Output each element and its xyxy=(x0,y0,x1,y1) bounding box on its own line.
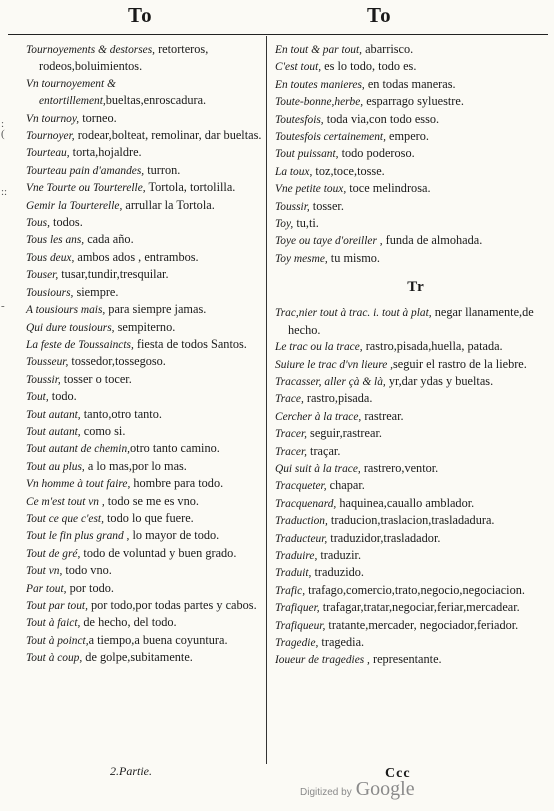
entry-headword: Tragedie, xyxy=(275,637,319,649)
entry-headword: Traduire, xyxy=(275,549,318,562)
dictionary-entry xyxy=(275,390,537,407)
entry-translation: de golpe,subitamente. xyxy=(82,650,193,665)
entry-headword: Qui dure tousiours, xyxy=(26,321,115,334)
entry-translation: rastrero,ventor. xyxy=(360,460,439,475)
entry-headword: En toutes manieres, xyxy=(275,78,365,91)
entry-headword: Tout autant de chemin, xyxy=(26,443,130,456)
entry-headword: Tout vn, xyxy=(26,565,63,578)
entry-translation: rastro,pisada. xyxy=(303,391,373,406)
dictionary-entry xyxy=(275,145,537,162)
entry-headword: C'est tout, xyxy=(275,61,322,74)
dictionary-entry xyxy=(26,614,262,631)
entry-translation: todo vno. xyxy=(62,563,112,578)
dictionary-entry xyxy=(275,460,537,477)
left-running-head: To xyxy=(128,3,153,27)
entry-headword: Vn tournoyement & entortillement, xyxy=(26,77,116,108)
dictionary-entry xyxy=(26,162,262,179)
entry-headword: Trace, xyxy=(275,393,304,406)
entry-headword: Trafic, xyxy=(275,584,306,597)
entry-headword: A tousiours mais, xyxy=(26,304,106,317)
entry-headword: Tracer, xyxy=(275,428,307,441)
entry-headword: La feste de Toussaincts, xyxy=(26,338,134,351)
dictionary-entry xyxy=(275,338,537,355)
entry-translation: ambos ados , entrambos. xyxy=(74,249,199,264)
entry-headword: Traduction, xyxy=(275,515,328,528)
dictionary-entry xyxy=(26,249,262,266)
entry-headword: Toy, xyxy=(275,218,294,231)
dictionary-entry xyxy=(275,111,537,128)
dictionary-entry xyxy=(26,388,262,405)
entry-translation: yr,dar ydas y bueltas. xyxy=(385,373,494,388)
entry-headword: Tracer, xyxy=(275,445,307,458)
entry-translation: toda via,con todo esso. xyxy=(323,111,440,126)
dictionary-entry xyxy=(26,493,262,510)
entry-headword: Tout à poinct, xyxy=(26,634,89,647)
dictionary-entry xyxy=(275,599,537,616)
dictionary-entry xyxy=(26,266,262,283)
entry-headword: Vn tournoy, xyxy=(26,112,80,125)
dictionary-entry xyxy=(275,215,537,232)
entry-translation: otro tanto camino. xyxy=(130,441,220,456)
left-column xyxy=(26,41,262,667)
entry-translation: toz,toce,tosse. xyxy=(312,163,385,178)
dictionary-entry xyxy=(26,371,262,388)
entry-headword: Tout autant, xyxy=(26,425,81,438)
dictionary-entry xyxy=(26,475,262,492)
entry-headword: Ce m'est tout vn , xyxy=(26,495,105,508)
catchword: Ccc xyxy=(385,766,411,781)
entry-headword: Toute-bonne,herbe, xyxy=(275,96,364,109)
dictionary-entry xyxy=(275,93,537,110)
entry-headword: Tousseur, xyxy=(26,356,69,369)
dictionary-entry xyxy=(275,356,537,373)
dictionary-page: To To : ( :: - Tournoyements & destorses, retorteros, rodeos,boluimientos. Vn tournoyement & entortillement,bueltas,enroscadura. Vn tournoy, torneo. Tournoyer, rodear,bolteat, remolinar, dar bueltas. Tourteau, torta,hojaldre. Tourteau pain d'amandes, turron. Vne Tourte ou Tourterelle, Tortola, tortolilla. Gemir la Tourterelle, arrullar la Tortola. Tous, todos. Tous les ans, cada año. Tous deux, ambos ados , entrambos. Touser, tusar,tundir,tresquilar. Tousiours, siempre. A tousiours mais, para siempre jamas. Qui dure tousiours, sempiterno. La feste de Toussaincts, fiesta de todos Santos. Tousseur, tossedor,tossegoso. Toussir, tosser o tocer. Tout, todo. Tout autant, tanto,otro tanto. Tout autant, como si. Tout autant de chemin,otro tanto camino. Tout au plus, a lo mas,por lo mas. Vn homme à tout faire, hombre para todo. Ce m'est tout vn , todo se me es vno. Tout ce que c'est, todo lo que fuere. Tout le fin plus grand , lo mayor de todo. Tout de gré, todo de voluntad y buen grado. Tout vn, todo vno. Par tout, por todo. Tout par tout, por todo,por todas partes y cabos. Tout à faict, de hecho, del todo. Tout à poinct,a tiempo,a buena coyuntura. Tout à coup, de golpe,subitamente. En tout & par tout, abarrisco. C'est tout, es lo todo, todo es. En toutes manieres, en todas maneras. Toute-bonne,herbe, esparrago syluestre. Toutesfois, toda via,con todo esso. Toutesfois certainement, empero. Tout puissant, todo poderoso. La toux, toz,toce,tosse. Vne petite toux, toce melindrosa. Toussir, tosser. Toy, tu,ti. Toye ou taye d'oreiller , funda de almohada. Toy mesme, tu mismo. Tr Trac,nier tout à trac. i. tout à plat, negar llanamente,de hecho. Le trac ou la trace, rastro,pisada,huella, patada. Suiure le trac d'vn lieure ,seguir el rastro de la liebre. Tracasser, aller çà & là, yr,dar ydas y bueltas. Trace, rastro,pisada. Cercher à la trace, rastrear. Tracer, seguir,rastrear. Tracer, traçar. Qui suit à la trace, rastrero,ventor. Tracqueter, chapar. Tracquenard, haquinea,cauallo amblador. Traduction, traducion,traslacion,trasladadura. Traducteur, traduzidor,trasladador. Traduire, traduzir. Traduit, traduzido. Trafic, trafago,comercio,trato,negocio,negociacion. Trafiquer, trafagar,tratar,negociar,feriar,mercadear. Trafiqueur, tratante,mercader, negociador,feriador. Tragedie, tragedia. Ioueur de tragedies , representante. 2.Partie. Ccc Digitized by Google xyxy=(0,0,554,811)
dictionary-entry xyxy=(275,477,537,494)
dictionary-entry xyxy=(275,547,537,564)
entry-translation: cada año. xyxy=(84,232,134,247)
right-running-head: To xyxy=(367,3,392,27)
entry-translation: tu,ti. xyxy=(293,216,319,231)
entry-translation: todo lo que fuere. xyxy=(103,510,194,525)
entry-translation: tosser. xyxy=(309,198,344,213)
entry-translation: a tiempo,a buena coyuntura. xyxy=(88,632,228,647)
entry-translation: sempiterno. xyxy=(114,319,176,334)
dictionary-entry xyxy=(26,197,262,214)
dictionary-entry xyxy=(26,632,262,649)
dictionary-entry xyxy=(26,301,262,318)
entry-translation: traduzir. xyxy=(317,547,362,562)
entry-translation: trafago,comercio,trato,negocio,negociacion. xyxy=(305,582,525,597)
entry-headword: Le trac ou la trace, xyxy=(275,341,363,354)
dictionary-entry xyxy=(26,231,262,248)
entry-headword: Toutesfois, xyxy=(275,113,324,126)
dictionary-entry xyxy=(26,423,262,440)
entry-translation: hombre para todo. xyxy=(130,476,224,491)
dictionary-entry xyxy=(275,58,537,75)
entry-translation: tusar,tundir,tresquilar. xyxy=(58,267,169,282)
entry-headword: Tous, xyxy=(26,217,50,230)
entry-headword: Tous deux, xyxy=(26,251,75,264)
entry-headword: Tracquenard, xyxy=(275,497,337,510)
dictionary-entry xyxy=(26,353,262,370)
section-heading: Tr xyxy=(407,279,425,296)
entry-translation: seguir el rastro de la liebre. xyxy=(393,356,527,371)
entry-headword: Tousiours, xyxy=(26,286,74,299)
dictionary-entry xyxy=(275,41,537,58)
entry-headword: Tout, xyxy=(26,391,49,404)
entry-translation: seguir,rastrear. xyxy=(306,426,382,441)
entry-translation: traduzidor,trasladador. xyxy=(327,530,441,545)
dictionary-entry xyxy=(26,406,262,423)
entry-translation: turron. xyxy=(144,162,181,177)
digitized-watermark xyxy=(300,778,415,801)
entry-translation: tratante,mercader, negociador,feriador. xyxy=(325,617,519,632)
entry-translation: chapar. xyxy=(326,478,365,493)
entry-headword: Ioueur de tragedies , xyxy=(275,654,370,667)
entry-translation: bueltas,enroscadura. xyxy=(105,93,207,108)
entry-headword: Tout au plus, xyxy=(26,460,85,473)
entry-translation: es lo todo, todo es. xyxy=(321,59,417,74)
entry-headword: Tournoyer, xyxy=(26,130,75,143)
dictionary-entry xyxy=(26,580,262,597)
entry-headword: Toutesfois certainement, xyxy=(275,131,386,144)
entry-headword: La toux, xyxy=(275,165,313,178)
entry-headword: Tout puissant, xyxy=(275,148,339,161)
entry-headword: Trafiquer, xyxy=(275,602,320,615)
dictionary-entry xyxy=(26,527,262,544)
entry-headword: Toussir, xyxy=(275,200,310,213)
entry-translation: trafagar,tratar,negociar,feriar,mercadear. xyxy=(319,600,520,615)
dictionary-entry xyxy=(275,634,537,651)
entry-translation: tanto,otro tanto. xyxy=(80,406,162,421)
entry-headword: Toye ou taye d'oreiller , xyxy=(275,235,383,248)
entry-headword: Toy mesme, xyxy=(275,252,328,265)
dictionary-entry xyxy=(275,443,537,460)
entry-headword: Tout à faict, xyxy=(26,617,81,630)
dictionary-entry xyxy=(275,564,537,581)
entry-translation: tu mismo. xyxy=(327,250,381,265)
entry-translation: rastro,pisada,huella, patada. xyxy=(362,339,503,354)
entry-headword: Tournoyements & destorses, xyxy=(26,44,155,56)
dictionary-entry xyxy=(26,319,262,336)
entry-translation: torta,hojaldre. xyxy=(69,145,142,160)
dictionary-entry xyxy=(26,440,262,457)
entry-headword: Trac,nier tout à trac. i. tout à plat, xyxy=(275,307,432,320)
entry-headword: Tout de gré, xyxy=(26,547,81,560)
entry-translation: en todas maneras. xyxy=(364,76,456,91)
dictionary-entry xyxy=(26,336,262,353)
dictionary-entry xyxy=(275,408,537,425)
entry-translation: haquinea,cauallo amblador. xyxy=(336,495,475,510)
entry-headword: Tout à coup, xyxy=(26,652,83,665)
dictionary-entry xyxy=(275,530,537,547)
entry-headword: Suiure le trac d'vn lieure , xyxy=(275,358,393,371)
entry-headword: Vne Tourte ou Tourterelle, xyxy=(26,182,146,195)
entry-translation: negar llanamente,de hecho. xyxy=(288,305,534,337)
dictionary-entry xyxy=(26,179,262,196)
entry-translation: por todo. xyxy=(66,580,114,595)
right-column-bottom-entries xyxy=(275,304,537,669)
entry-translation: todo se me es vno. xyxy=(104,493,199,508)
dictionary-entry xyxy=(275,76,537,93)
entry-translation: traduzido. xyxy=(311,565,364,580)
entry-translation: lo mayor de todo. xyxy=(129,528,220,543)
dictionary-entry xyxy=(26,545,262,562)
entry-translation: Tortola, tortolilla. xyxy=(145,180,236,195)
entry-headword: Vn homme à tout faire, xyxy=(26,478,131,491)
right-column xyxy=(275,41,537,669)
entry-headword: Cercher à la trace, xyxy=(275,410,362,423)
dictionary-entry xyxy=(26,649,262,666)
entry-headword: Traduit, xyxy=(275,567,312,580)
entry-headword: Tout ce que c'est, xyxy=(26,512,104,525)
entry-headword: Qui suit à la trace, xyxy=(275,462,361,475)
dictionary-entry xyxy=(26,144,262,161)
dictionary-entry xyxy=(26,127,262,144)
entry-headword: Touser, xyxy=(26,269,59,282)
entry-headword: Par tout, xyxy=(26,582,67,595)
entry-headword: Vne petite toux, xyxy=(275,183,347,196)
dictionary-entry xyxy=(275,495,537,512)
entry-translation: abarrisco. xyxy=(362,42,414,56)
dictionary-entry xyxy=(26,110,262,127)
entry-headword: Tourteau, xyxy=(26,147,70,160)
column-divider xyxy=(266,36,267,764)
entry-translation: representante. xyxy=(369,652,442,667)
dictionary-entry xyxy=(26,562,262,579)
dictionary-entry xyxy=(275,128,537,145)
entry-translation: por todo,por todas partes y cabos. xyxy=(87,598,257,612)
entry-headword: En tout & par tout, xyxy=(275,44,363,56)
dictionary-entry xyxy=(26,597,262,614)
entry-translation: torneo. xyxy=(79,110,117,125)
entry-translation: traducion,traslacion,trasladadura. xyxy=(327,513,495,528)
right-column-top-entries xyxy=(275,41,537,267)
entry-translation: esparrago syluestre. xyxy=(363,94,464,109)
entry-headword: Trafiqueur, xyxy=(275,619,326,632)
entry-translation: de hecho, del todo. xyxy=(80,615,177,630)
header-rule xyxy=(8,34,548,35)
dictionary-entry xyxy=(275,163,537,180)
dictionary-entry xyxy=(275,582,537,599)
dictionary-entry xyxy=(26,510,262,527)
entry-headword: Traducteur, xyxy=(275,532,328,545)
entry-translation: rastrear. xyxy=(361,408,404,423)
dictionary-entry xyxy=(275,617,537,634)
dictionary-entry xyxy=(275,198,537,215)
entry-translation: traçar. xyxy=(306,443,341,458)
entry-headword: Tout le fin plus grand , xyxy=(26,530,130,543)
entry-translation: tragedia. xyxy=(318,635,365,649)
entry-headword: Tourteau pain d'amandes, xyxy=(26,164,145,177)
dictionary-entry xyxy=(275,651,537,668)
signature-mark: 2.Partie. xyxy=(110,764,152,778)
entry-translation: funda de almohada. xyxy=(382,233,483,248)
entry-translation: todo de voluntad y buen grado. xyxy=(80,545,237,560)
entry-translation: empero. xyxy=(385,129,429,144)
entry-translation: como si. xyxy=(80,423,126,438)
entry-headword: Toussir, xyxy=(26,373,61,386)
entry-headword: Tout par tout, xyxy=(26,600,88,612)
entry-headword: Gemir la Tourterelle, xyxy=(26,199,123,212)
entry-translation: retorteros, rodeos,boluimientos. xyxy=(39,42,209,74)
entry-translation: todo. xyxy=(48,389,77,404)
entry-translation: todo poderoso. xyxy=(338,146,415,161)
entry-translation: arrullar la Tortola. xyxy=(122,197,215,212)
entry-headword: Tout autant, xyxy=(26,408,81,421)
entry-headword: Tracqueter, xyxy=(275,480,327,493)
dictionary-entry xyxy=(275,304,537,338)
dictionary-entry xyxy=(26,458,262,475)
dictionary-entry xyxy=(275,373,537,390)
watermark-logo-text: Google xyxy=(355,778,415,800)
dictionary-entry xyxy=(275,232,537,249)
dictionary-entry xyxy=(275,250,537,267)
entry-headword: Tracasser, aller çà & là, xyxy=(275,375,386,388)
entry-translation: tosser o tocer. xyxy=(60,371,132,386)
entry-translation: siempre. xyxy=(73,284,119,299)
dictionary-entry xyxy=(26,41,262,75)
dictionary-entry xyxy=(275,425,537,442)
entry-translation: para siempre jamas. xyxy=(105,302,207,317)
dictionary-entry xyxy=(275,512,537,529)
entry-translation: fiesta de todos Santos. xyxy=(133,336,247,351)
dictionary-entry xyxy=(26,75,262,110)
entry-headword: Tous les ans, xyxy=(26,234,85,247)
entry-translation: tossedor,tossegoso. xyxy=(68,354,166,369)
entry-translation: todos. xyxy=(49,215,83,230)
entry-translation: toce melindrosa. xyxy=(346,181,431,196)
dictionary-entry xyxy=(26,284,262,301)
entry-translation: a lo mas,por lo mas. xyxy=(84,458,187,473)
watermark-small-text: Digitized by xyxy=(300,787,352,798)
dictionary-entry xyxy=(275,180,537,197)
entry-translation: rodear,bolteat, remolinar, dar bueltas. xyxy=(74,128,262,143)
dictionary-entry xyxy=(26,214,262,231)
